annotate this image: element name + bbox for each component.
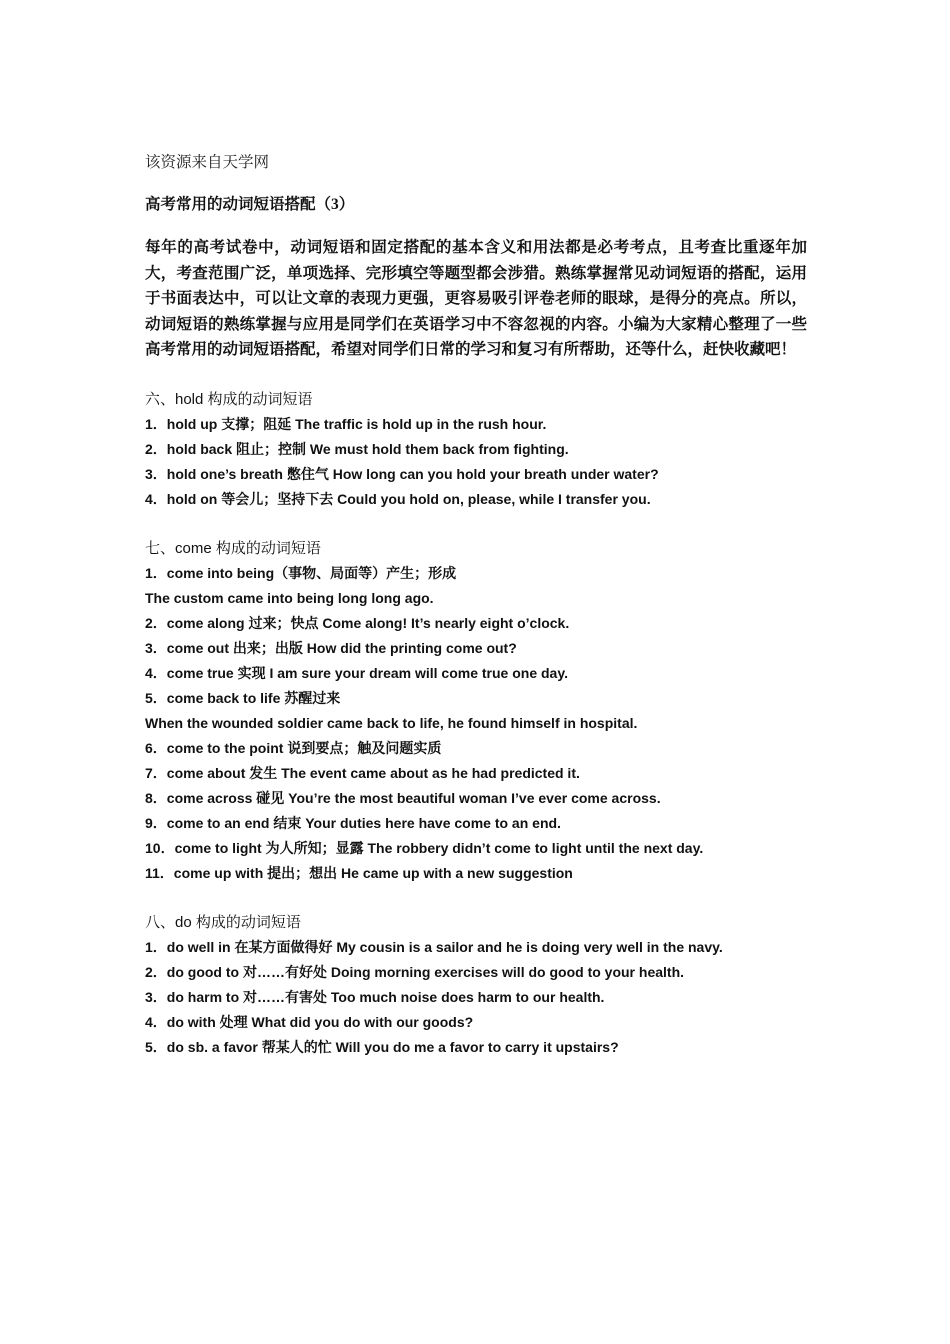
phrase-entry: 2．hold back 阻止；控制 We must hold them back from fighting. [145,440,569,457]
phrase-entry: 4．do with 处理 What did you do with our goods? [145,1013,474,1030]
section-title: 六、hold 构成的动词短语 [145,390,313,408]
phrase-entry: 1．do well in 在某方面做得好 My cousin is a sailor and he is doing very well in the navy. [145,938,723,955]
phrase-entry: 2．do good to 对……有好处 Doing morning exercises will do good to your health. [145,963,685,980]
section-title: 八、do 构成的动词短语 [145,913,301,931]
phrase-entry: 1．hold up 支撑；阻延 The traffic is hold up in the rush hour. [145,415,547,432]
source-line: 该资源来自天学网 [145,154,270,171]
phrase-entry: 7．come about 发生 The event came about as he had predicted it. [145,764,580,781]
section-do [145,910,807,1060]
document-content [145,150,807,1060]
phrase-entry: 4．come true 实现 I am sure your dream will come true one day. [145,664,568,681]
example-sentence: The custom came into being long long ago. [145,589,434,606]
phrase-entry: 5．come back to life 苏醒过来 [145,689,341,706]
phrase-entry: 10．come to light 为人所知；显露 The robbery didn’t come to light until the next day. [145,839,704,856]
phrase-entry: 6．come to the point 说到要点；触及问题实质 [145,739,442,756]
phrase-entry: 3．do harm to 对……有害处 Too much noise does harm to our health. [145,988,605,1005]
phrase-entry: 5．do sb. a favor 帮某人的忙 Will you do me a favor to carry it upstairs? [145,1038,619,1055]
phrase-entry: 9．come to an end 结束 Your duties here have come to an end. [145,814,561,831]
phrase-entry: 2．come along 过来；快点 Come along! It’s nearly eight o’clock. [145,614,570,631]
phrase-entry: 8．come across 碰见 You’re the most beautiful woman I’ve ever come across. [145,789,661,806]
phrase-entry: 4．hold on 等会儿；坚持下去 Could you hold on, please, while I transfer you. [145,490,651,507]
section-hold [145,387,807,512]
document-title: 高考常用的动词短语搭配（3） [145,196,355,213]
section-title: 七、come 构成的动词短语 [145,539,321,557]
phrase-entry: 3．come out 出来；出版 How did the printing come out? [145,639,517,656]
phrase-entry: 11．come up with 提出；想出 He came up with a new suggestion [145,864,573,881]
phrase-entry: 1．come into being（事物、局面等）产生；形成 [145,564,457,581]
example-sentence: When the wounded soldier came back to life, he found himself in hospital. [145,714,638,731]
phrase-entry: 3．hold one’s breath 憋住气 How long can you hold your breath under water? [145,465,659,482]
section-come [145,536,807,886]
intro-paragraph: 每年的高考试卷中，动词短语和固定搭配的基本含义和用法都是必考考点，且考查比重逐年加大，考查范围广泛，单项选择、完形填空等题型都会涉猎。熟练掌握常见动词短语的搭配，运用于书面表达中，可以让文章的表现力更强，更容易吸引评卷老师的眼球，是得分的亮点。所以，动词短语的熟练掌握与应用是同学们在英语学习中不容忽视的内容。小编为大家精心整理了一些高考常用的动词短语搭配，希望对同学们日常的学习和复习有所帮助，还等什么，赶快收藏吧！ [145,239,807,358]
